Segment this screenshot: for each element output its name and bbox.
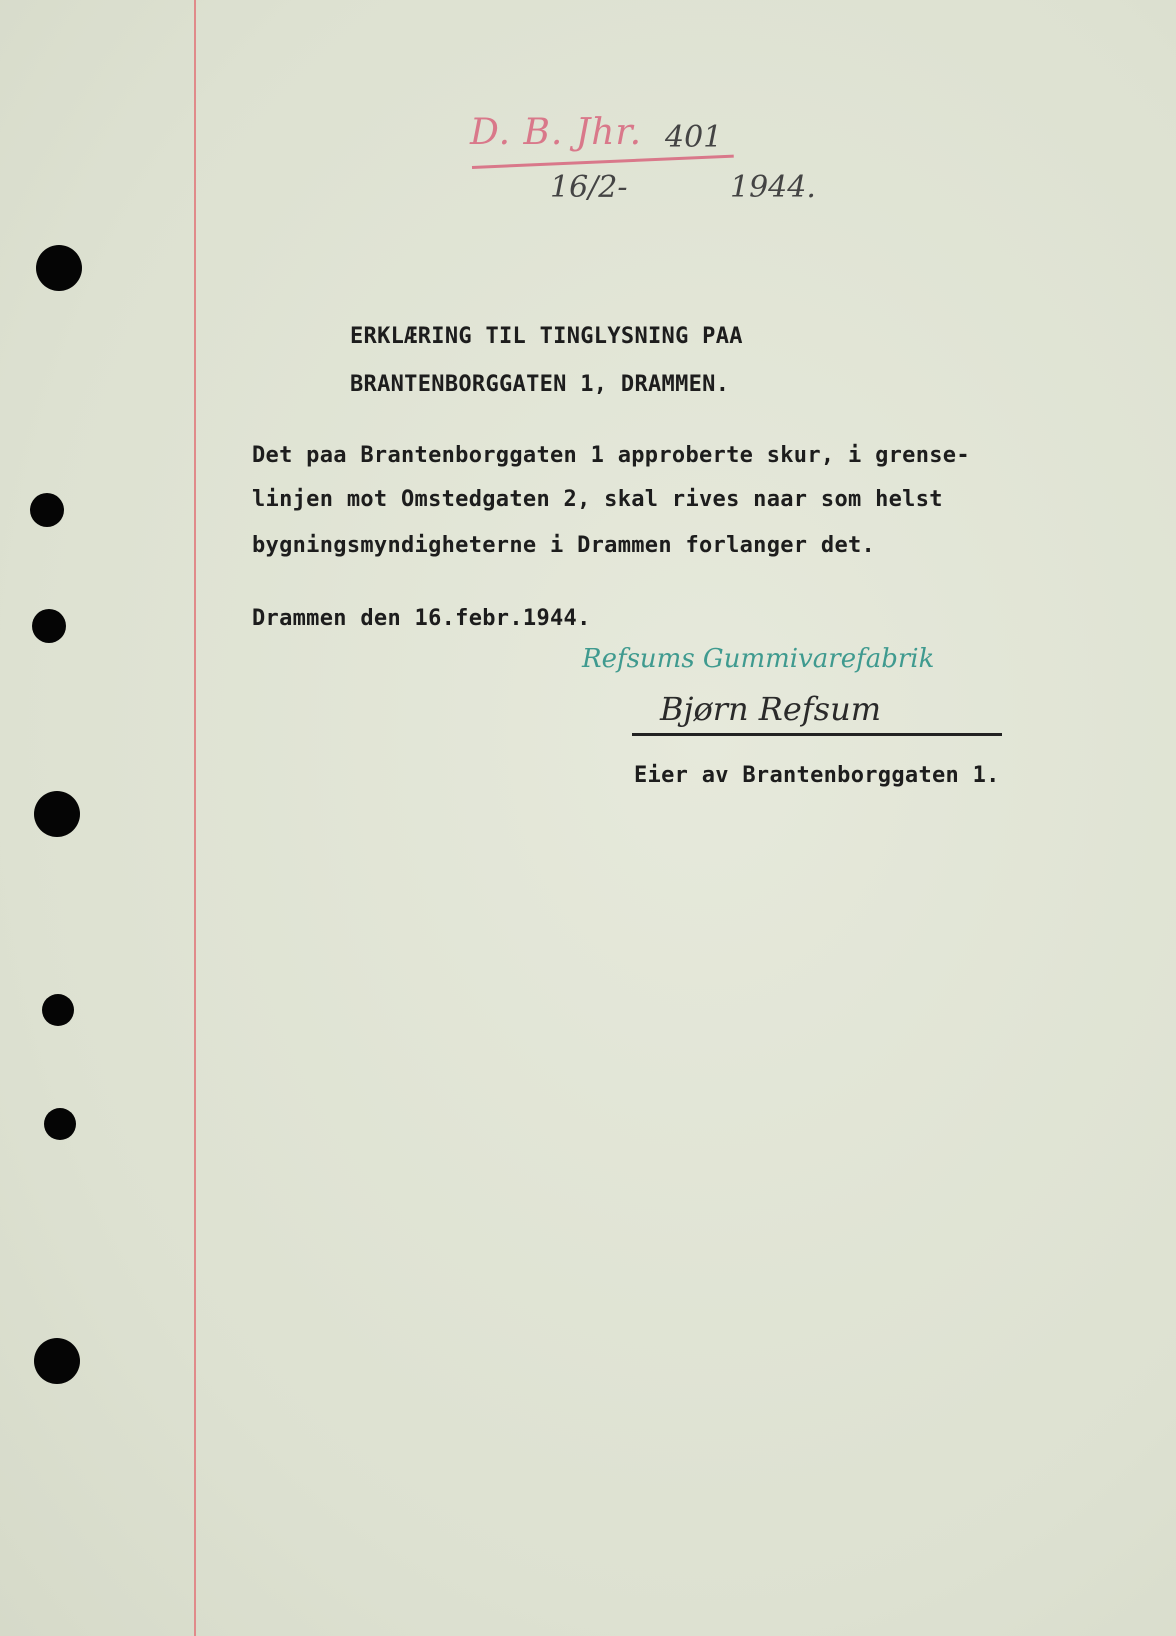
punch-hole [34,791,80,837]
stamp-number: 401 [665,120,723,155]
punch-hole [32,609,66,643]
punch-hole [44,1108,76,1140]
punch-hole [30,493,64,527]
signature-line [632,733,1002,736]
stamp-underline [472,155,734,169]
body-line-1: Det paa Brantenborggaten 1 approberte skur, i grense- [252,443,970,468]
place-date: Drammen den 16.febr.1944. [252,606,591,631]
punch-hole [34,1338,80,1384]
signature-name: Bjørn Refsum [660,690,882,728]
punch-hole [42,994,74,1026]
body-line-3: bygningsmyndigheterne i Drammen forlanger det. [252,533,876,558]
stamp-label: D. B. Jhr. [470,112,643,153]
heading-line-2: BRANTENBORGGATEN 1, DRAMMEN. [350,372,730,397]
signature-caption: Eier av Brantenborggaten 1. [634,763,1000,788]
signature-company: Refsums Gummivarefabrik [582,644,935,674]
margin-line [194,0,196,1636]
body-line-2: linjen mot Omstedgaten 2, skal rives naar som helst [252,487,943,512]
stamp-year: 1944. [730,170,816,205]
registration-stamp [470,112,816,222]
heading-line-1: ERKLÆRING TIL TINGLYSNING PAA [350,324,743,349]
punch-hole [36,245,82,291]
stamp-date: 16/2- [550,170,628,205]
